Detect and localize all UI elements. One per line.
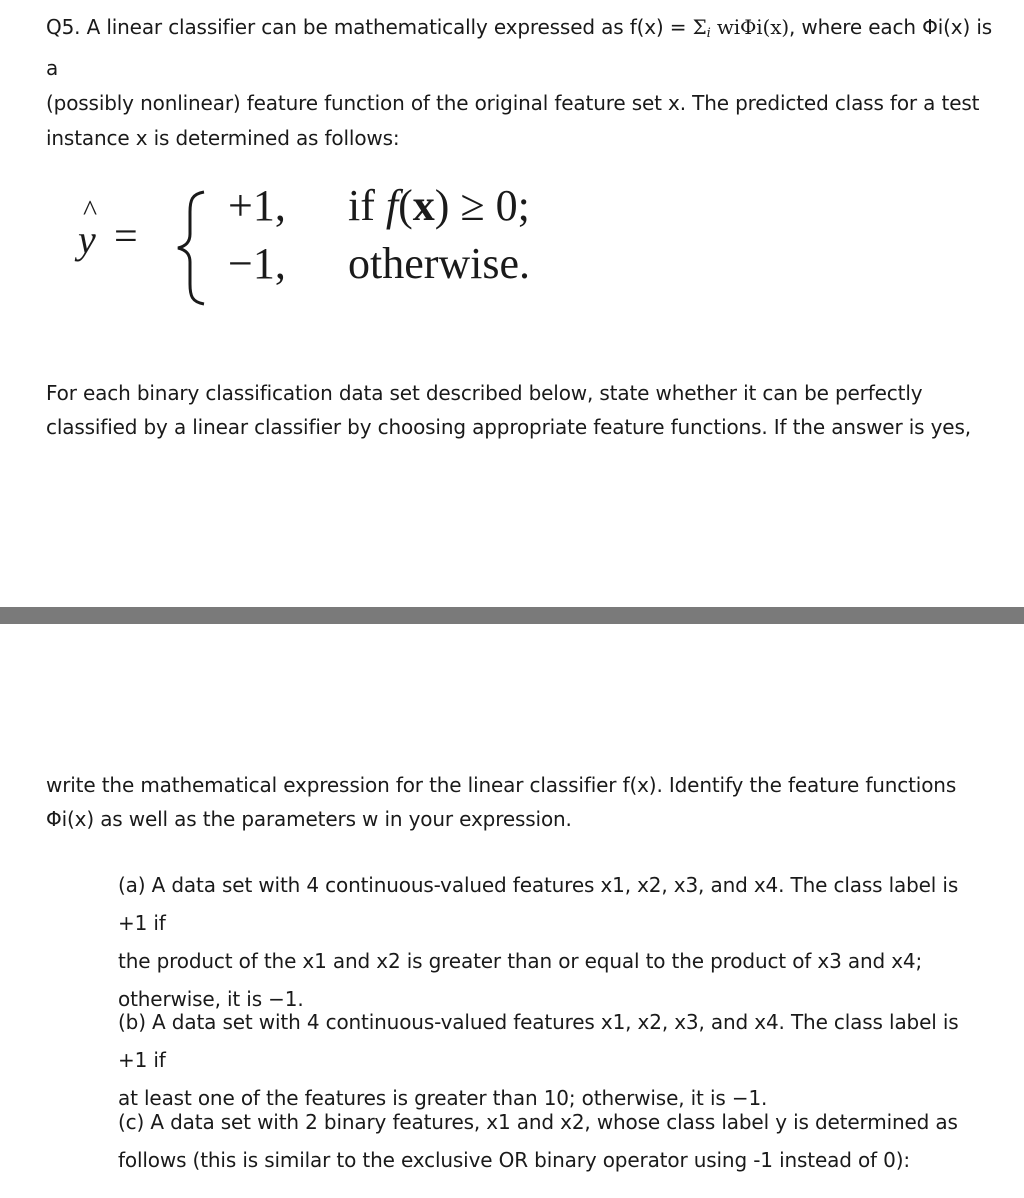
instructions-continued-line-2: Φi(x) as well as the parameters w in your expression. bbox=[46, 807, 572, 831]
item-c-line-2: follows (this is similar to the exclusive OR binary operator using -1 instead of 0): bbox=[118, 1148, 910, 1172]
intro-line-1-suffix: , where each Φi(x) is a bbox=[46, 15, 992, 80]
hat-accent: ^ bbox=[83, 194, 98, 227]
y-hat bbox=[78, 194, 98, 263]
sum-symbol: Σ bbox=[692, 15, 707, 39]
instructions-paragraph bbox=[46, 376, 996, 444]
item-b-line-1: (b) A data set with 4 continuous-valued features x1, x2, x3, and x4. The class label is +1 if bbox=[118, 1010, 959, 1072]
equals-sign: = bbox=[114, 214, 138, 260]
question-intro bbox=[46, 10, 996, 156]
open-paren: ( bbox=[398, 181, 413, 230]
page-divider bbox=[0, 607, 1024, 624]
case-negative-condition: otherwise. bbox=[348, 239, 531, 288]
intro-line-1 bbox=[46, 10, 996, 86]
case-positive-value: +1, bbox=[228, 181, 286, 230]
case-positive-condition bbox=[348, 180, 530, 231]
left-brace-icon bbox=[174, 188, 214, 308]
x-vector: x bbox=[412, 181, 435, 230]
sum-formula: wiΦi(x) bbox=[710, 15, 789, 39]
item-a-line-3: otherwise, it is −1. bbox=[118, 987, 304, 1011]
f-symbol: f bbox=[385, 181, 399, 230]
question-item-a bbox=[118, 866, 988, 1018]
case-negative-value: −1, bbox=[228, 239, 286, 288]
intro-line-2: (possibly nonlinear) feature function of the original feature set x. The predicted class for a test bbox=[46, 91, 980, 115]
intro-line-3: instance x is determined as follows: bbox=[46, 126, 400, 150]
question-item-b bbox=[118, 1003, 988, 1117]
instructions-line-1: For each binary classification data set described below, state whether it can be perfectly bbox=[46, 381, 923, 405]
item-c-line-1: (c) A data set with 2 binary features, x1 and x2, whose class label y is determined as bbox=[118, 1110, 958, 1134]
instructions-line-2: classified by a linear classifier by choosing appropriate feature functions. If the answer is yes, bbox=[46, 415, 971, 439]
intro-line-1-prefix: Q5. A linear classifier can be mathematically expressed as f(x) = bbox=[46, 15, 693, 39]
if-keyword: if bbox=[348, 181, 375, 230]
instructions-continued bbox=[46, 768, 996, 836]
question-item-c bbox=[118, 1103, 988, 1179]
item-b-line-2: at least one of the features is greater than 10; otherwise, it is −1. bbox=[118, 1086, 768, 1110]
sum-index: i bbox=[706, 26, 711, 41]
item-a-line-2: the product of the x1 and x2 is greater than or equal to the product of x3 and x4; bbox=[118, 949, 923, 973]
y-symbol: y bbox=[78, 217, 96, 262]
instructions-continued-line-1: write the mathematical expression for the linear classifier f(x). Identify the feature functions bbox=[46, 773, 957, 797]
condition-rest: ) ≥ 0; bbox=[434, 181, 530, 230]
prediction-equation bbox=[78, 181, 678, 308]
item-a-line-1: (a) A data set with 4 continuous-valued features x1, x2, x3, and x4. The class label is +1 if bbox=[118, 873, 959, 935]
